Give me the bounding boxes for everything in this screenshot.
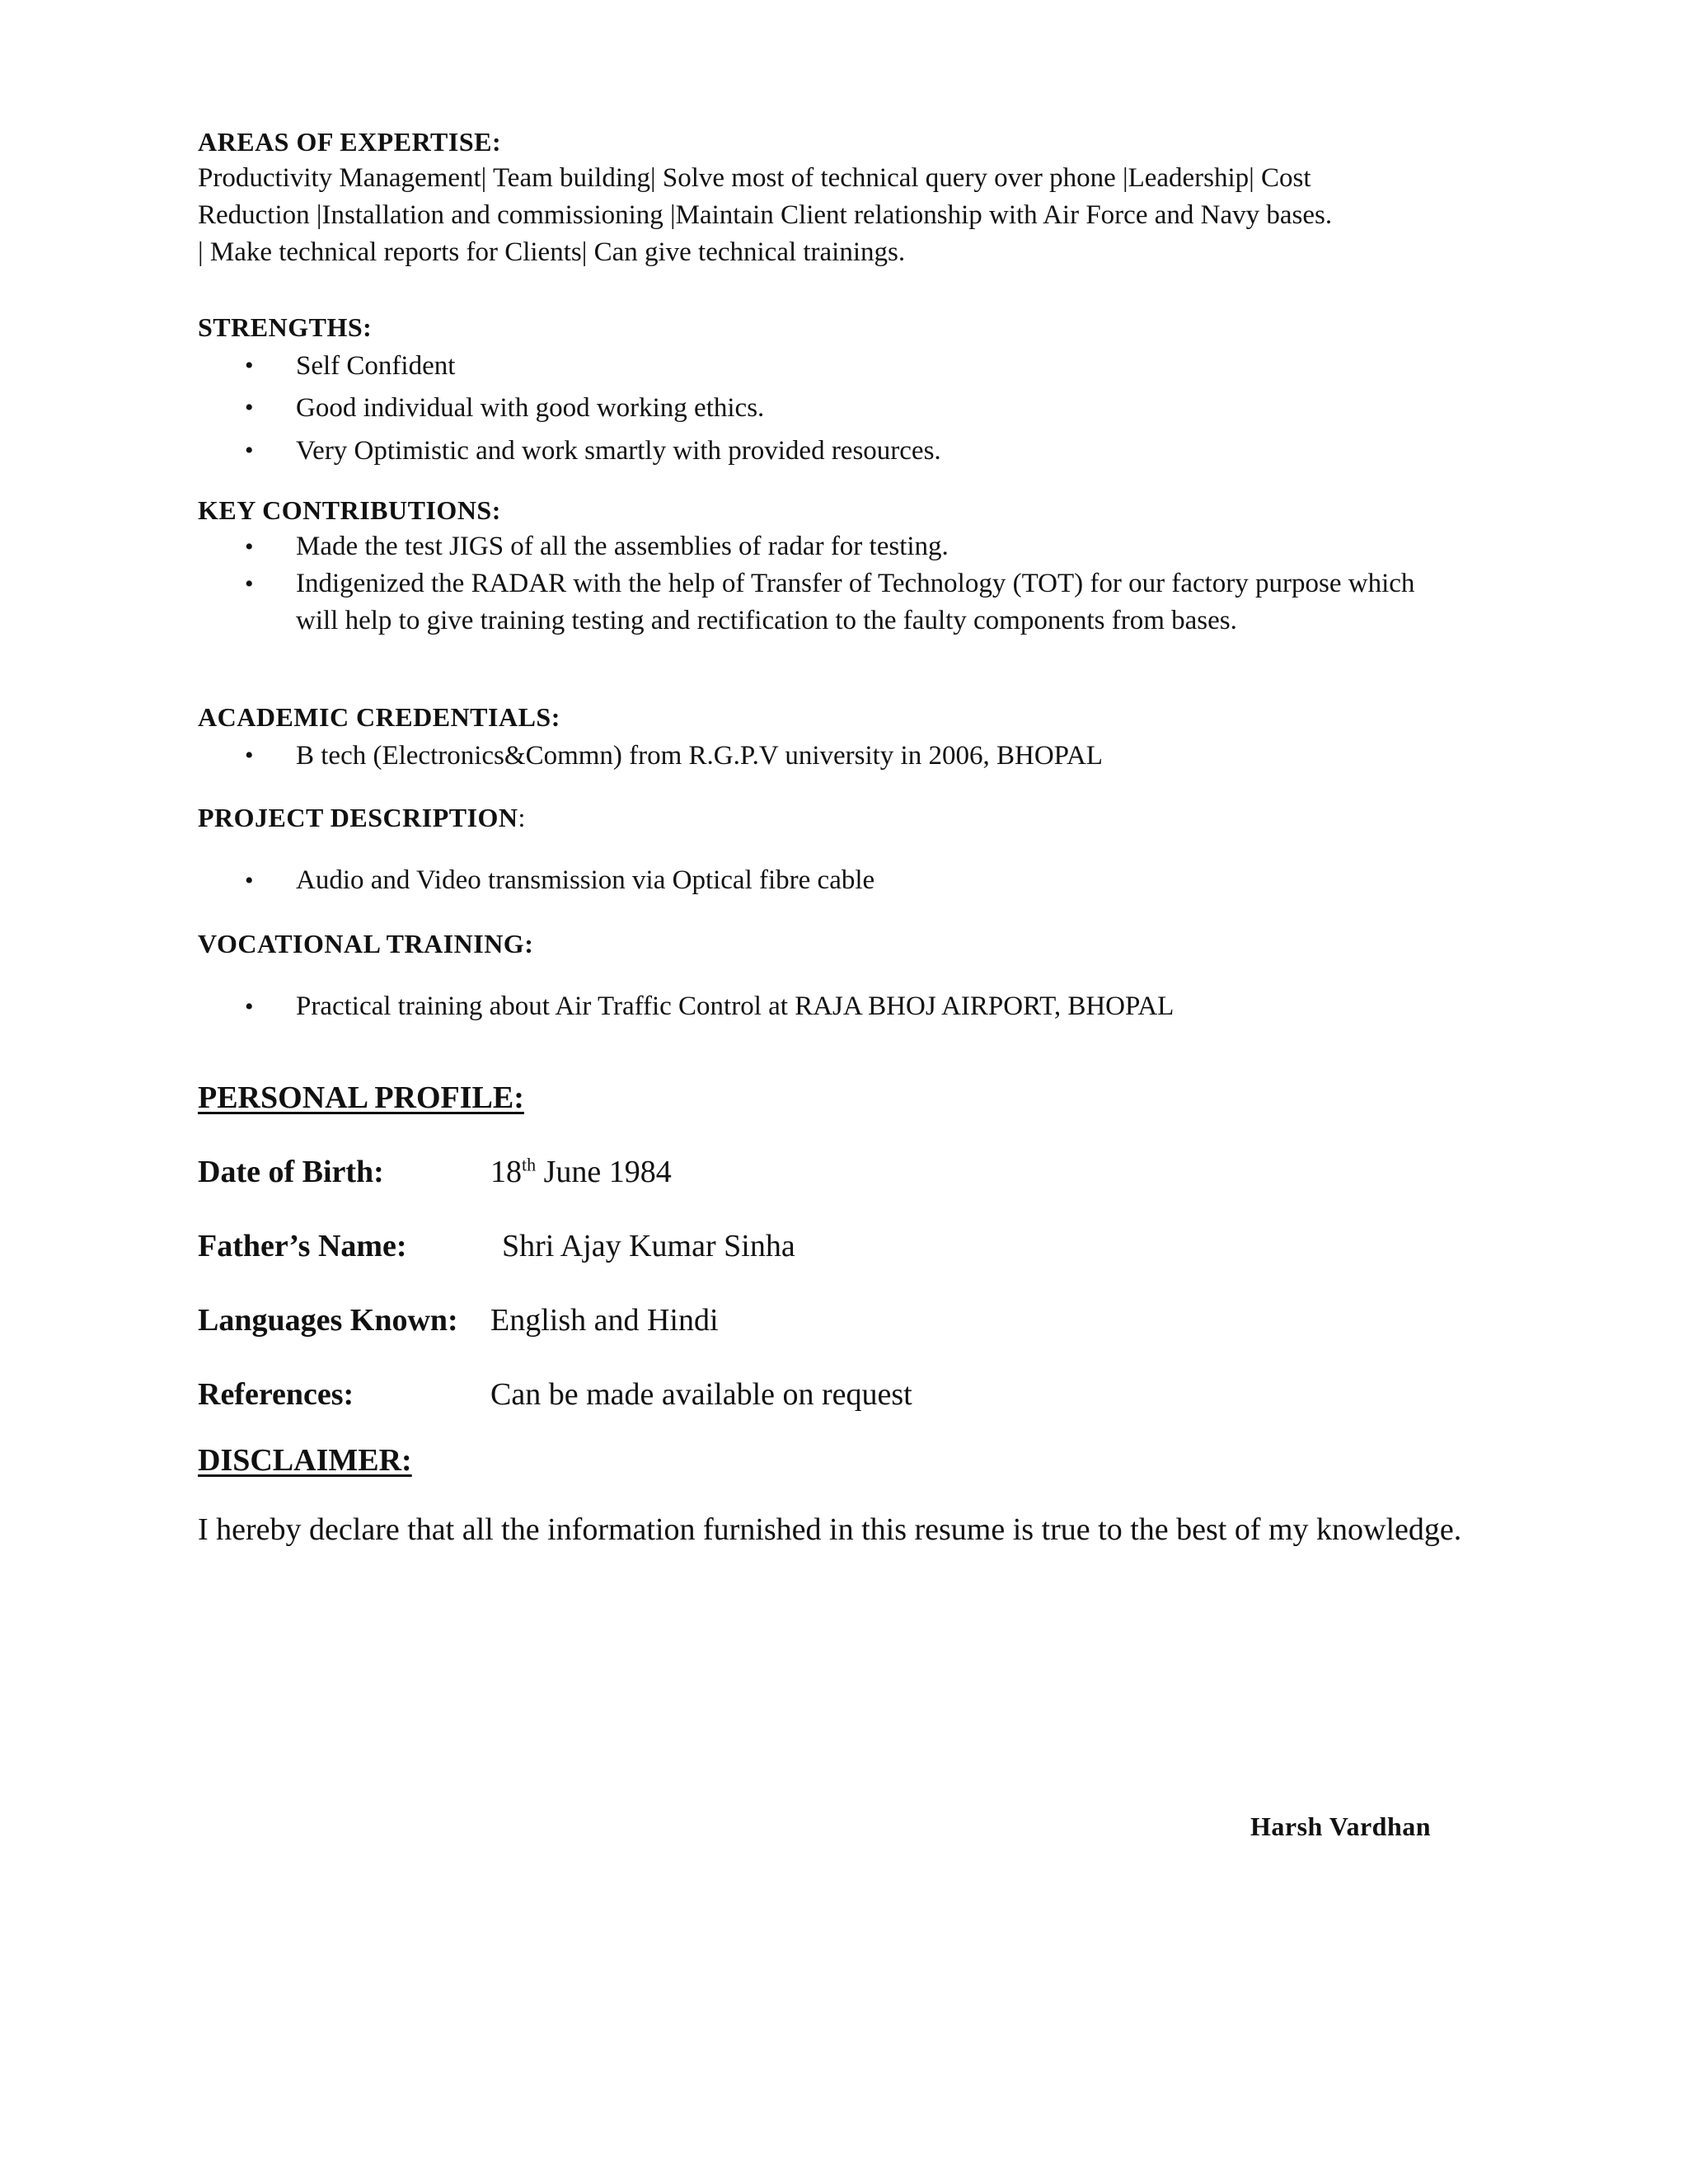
vocational-training-section <box>198 926 1492 1025</box>
contribution-text: Indigenized the RADAR with the help of Transfer of Technology (TOT) for our factory purpose which will help to give training testing and rectification to the faulty components from bases. <box>296 569 1415 635</box>
strengths-section <box>198 309 1492 472</box>
strengths-list <box>198 345 1492 472</box>
bullet-icon: • <box>245 742 254 769</box>
areas-of-expertise-line: Reduction |Installation and commissioning |Maintain Client relationship with Air Force and Navy bases. <box>198 200 1333 230</box>
key-contributions-heading: KEY CONTRIBUTIONS: <box>198 495 501 525</box>
project-description-heading <box>198 799 1492 836</box>
dob-suffix: th <box>522 1154 537 1175</box>
disclaimer-text: I hereby declare that all the information furnished in this resume is true to the best of my knowledge. <box>198 1512 1462 1547</box>
references-row <box>198 1373 1492 1416</box>
father-name-value: Shri Ajay Kumar Sinha <box>502 1229 795 1263</box>
academic-credentials-list <box>198 735 1492 776</box>
areas-of-expertise-heading: AREAS OF EXPERTISE: <box>198 127 502 157</box>
project-text: Audio and Video transmission via Optical fibre cable <box>296 865 875 895</box>
areas-of-expertise-section <box>198 124 1492 271</box>
list-item <box>198 345 1492 387</box>
academic-credentials-section <box>198 699 1492 776</box>
dob-day: 18 <box>490 1155 522 1189</box>
project-description-colon: : <box>518 803 526 832</box>
bullet-icon: • <box>245 993 254 1020</box>
list-item <box>198 862 1492 899</box>
dob-value <box>490 1151 672 1193</box>
project-description-heading-text: PROJECT DESCRIPTION <box>198 803 518 832</box>
languages-value: English and Hindi <box>490 1303 719 1338</box>
areas-of-expertise-line: | Make technical reports for Clients| Can give technical trainings. <box>198 237 906 267</box>
strength-text: Very Optimistic and work smartly with provided resources. <box>296 436 941 466</box>
father-name-row <box>198 1225 1492 1268</box>
contribution-text: Made the test JIGS of all the assemblies of radar for testing. <box>296 532 949 561</box>
list-item <box>198 387 1492 429</box>
list-item <box>198 565 1492 640</box>
bullet-icon: • <box>245 437 254 464</box>
key-contributions-list <box>198 528 1492 640</box>
list-item <box>198 988 1492 1025</box>
credential-text: B tech (Electronics&Commn) from R.G.P.V university in 2006, BHOPAL <box>296 741 1103 771</box>
bullet-icon: • <box>245 867 254 894</box>
dob-row <box>198 1151 1492 1193</box>
strengths-heading: STRENGTHS: <box>198 312 373 342</box>
disclaimer-section <box>198 1439 1492 1554</box>
vocational-training-heading: VOCATIONAL TRAINING: <box>198 929 534 958</box>
personal-profile-heading: PERSONAL PROFILE: <box>198 1080 524 1115</box>
references-label: References: <box>198 1377 354 1412</box>
bullet-icon: • <box>245 352 254 379</box>
list-item <box>198 735 1492 776</box>
strength-text: Self Confident <box>296 351 456 381</box>
dob-rest: June 1984 <box>536 1155 672 1189</box>
resume-page <box>198 124 1492 1554</box>
bullet-icon: • <box>245 570 254 598</box>
languages-row <box>198 1299 1492 1342</box>
project-description-list <box>198 862 1492 899</box>
vocational-training-list <box>198 988 1492 1025</box>
key-contributions-section <box>198 492 1492 640</box>
academic-credentials-heading: ACADEMIC CREDENTIALS: <box>198 702 560 732</box>
strength-text: Good individual with good working ethics. <box>296 393 765 423</box>
training-text: Practical training about Air Traffic Control at RAJA BHOJ AIRPORT, BHOPAL <box>296 991 1175 1021</box>
personal-profile-section <box>198 1076 1492 1416</box>
list-item <box>198 429 1492 472</box>
bullet-icon: • <box>245 394 254 421</box>
signature-name: Harsh Vardhan <box>1250 1811 1432 1841</box>
references-value: Can be made available on request <box>490 1377 912 1412</box>
languages-label: Languages Known: <box>198 1303 458 1338</box>
areas-of-expertise-line: Productivity Management| Team building| Solve most of technical query over phone |Leadership| Cost <box>198 163 1311 193</box>
bullet-icon: • <box>245 533 254 560</box>
disclaimer-heading: DISCLAIMER: <box>198 1443 412 1478</box>
list-item <box>198 528 1492 565</box>
dob-label: Date of Birth: <box>198 1155 384 1189</box>
project-description-section <box>198 799 1492 899</box>
father-name-label: Father’s Name: <box>198 1229 407 1263</box>
